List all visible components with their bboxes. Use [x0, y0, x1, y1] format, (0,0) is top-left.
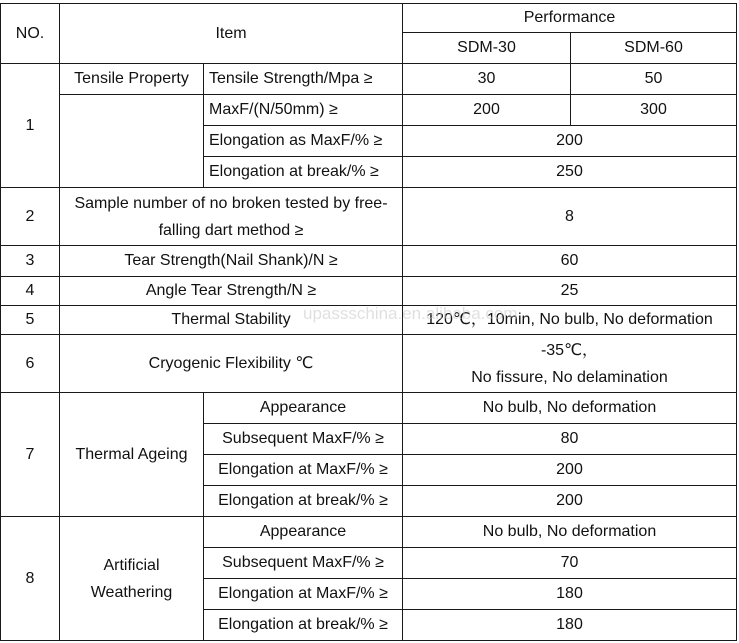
tensile-strength-sdm60: 50	[571, 64, 737, 95]
cryogenic-value-line2: No fissure, No delamination	[471, 368, 668, 386]
cryogenic-value-line1: -35℃，	[540, 341, 599, 359]
row-8-no: 8	[1, 517, 60, 641]
table-row-1b	[1, 95, 737, 126]
row-1-group-blank	[60, 95, 204, 188]
elongation-break-value: 250	[403, 157, 737, 188]
row-5-no: 5	[1, 306, 60, 335]
table-row-5	[1, 306, 737, 335]
row-1-no: 1	[1, 64, 60, 188]
row-7-no: 7	[1, 393, 60, 517]
tensile-strength-sdm30: 30	[403, 64, 571, 95]
row-8-group	[60, 517, 204, 641]
weathering-elong-break-label: Elongation at break/% ≥	[204, 610, 403, 641]
header-row-top	[1, 4, 737, 33]
weathering-subsequent-label: Subsequent MaxF/% ≥	[204, 548, 403, 579]
angle-tear-value: 25	[403, 277, 737, 306]
table-row-8a	[1, 517, 737, 548]
header-performance: Performance	[403, 4, 737, 33]
thermal-stability-value: 120℃，10min, No bulb, No deformation	[403, 306, 737, 335]
row-6-no: 6	[1, 335, 60, 393]
row-7-group: Thermal Ageing	[60, 393, 204, 517]
row-3-no: 3	[1, 246, 60, 277]
table-row-7a	[1, 393, 737, 424]
thermal-stability-label: Thermal Stability	[60, 306, 403, 335]
thermal-appearance-label: Appearance	[204, 393, 403, 424]
header-model-sdm60: SDM-60	[571, 33, 737, 64]
cryogenic-value	[403, 335, 737, 393]
row-2-no: 2	[1, 188, 60, 246]
weathering-appearance-label: Appearance	[204, 517, 403, 548]
row-1-group: Tensile Property	[60, 64, 204, 95]
weathering-subsequent-value: 70	[403, 548, 737, 579]
header-no: NO.	[1, 4, 60, 64]
tear-strength-label: Tear Strength(Nail Shank)/N ≥	[60, 246, 403, 277]
thermal-elong-maxf-value: 200	[403, 455, 737, 486]
maxf-sdm60: 300	[571, 95, 737, 126]
weathering-elong-maxf-value: 180	[403, 579, 737, 610]
thermal-elong-maxf-label: Elongation at MaxF/% ≥	[204, 455, 403, 486]
performance-table	[0, 3, 737, 641]
elongation-maxf-label: Elongation as MaxF/% ≥	[204, 126, 403, 157]
tear-strength-value: 60	[403, 246, 737, 277]
maxf-sdm30: 200	[403, 95, 571, 126]
cryogenic-label: Cryogenic Flexibility ℃	[60, 335, 403, 393]
watermark: upassschina.en.alibaba.com	[303, 304, 518, 323]
dart-test-value: 8	[403, 188, 737, 246]
thermal-subsequent-value: 80	[403, 424, 737, 455]
elongation-maxf-value: 200	[403, 126, 737, 157]
thermal-appearance-value: No bulb, No deformation	[403, 393, 737, 424]
weathering-appearance-value: No bulb, No deformation	[403, 517, 737, 548]
thermal-elong-break-label: Elongation at break/% ≥	[204, 486, 403, 517]
elongation-break-label: Elongation at break/% ≥	[204, 157, 403, 188]
table-row-3	[1, 246, 737, 277]
table-row-1a	[1, 64, 737, 95]
row-8-group-line1: Artificial	[103, 556, 160, 574]
table-row-4	[1, 277, 737, 306]
tensile-strength-label: Tensile Strength/Mpa ≥	[204, 64, 403, 95]
row-4-no: 4	[1, 277, 60, 306]
weathering-elong-maxf-label: Elongation at MaxF/% ≥	[204, 579, 403, 610]
thermal-subsequent-label: Subsequent MaxF/% ≥	[204, 424, 403, 455]
table-row-2	[1, 188, 737, 246]
header-item: Item	[60, 4, 403, 64]
header-model-sdm30: SDM-30	[403, 33, 571, 64]
maxf-label: MaxF/(N/50mm) ≥	[204, 95, 403, 126]
thermal-elong-break-value: 200	[403, 486, 737, 517]
weathering-elong-break-value: 180	[403, 610, 737, 641]
angle-tear-label: Angle Tear Strength/N ≥	[60, 277, 403, 306]
table-row-6	[1, 335, 737, 393]
row-8-group-line2: Weathering	[90, 583, 173, 601]
dart-test-label: Sample number of no broken tested by free-falling dart method ≥	[60, 188, 403, 246]
